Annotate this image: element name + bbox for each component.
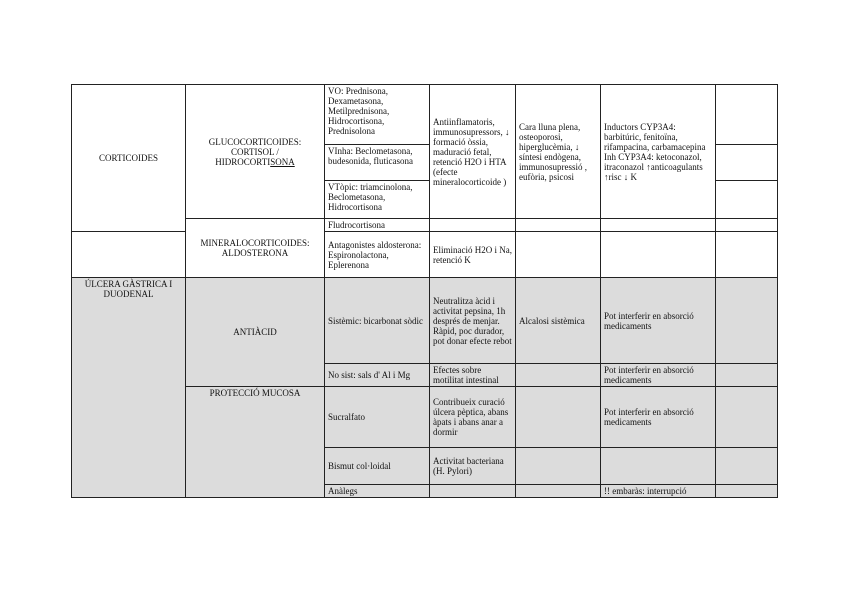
mineralocorticoides-class: MINERALOCORTICOIDES: ALDOSTERONA — [186, 219, 325, 278]
empty-cell — [516, 232, 601, 278]
gluco-interactions: Inductors CYP3A4: barbitúric, fenitoïna, rifampacina, carbamacepina Inh CYP3A4: ketoconazol, itraconazol ↑anticoagulants ↑risc ↓ K — [601, 85, 716, 219]
antiacid-sistemic-effects: Neutralitza àcid i activitat pepsina, 1h després de menjar. Ràpid, poc durador, pot donar efecte rebot — [430, 278, 516, 364]
empty-cell — [716, 278, 778, 364]
proteccio-sucralfato-effects: Contribueix curació úlcera pèptica, abans àpats i abans anar a dormir — [430, 387, 516, 448]
empty-cell — [516, 485, 601, 498]
extra-cell — [716, 181, 778, 219]
empty-cell — [516, 364, 601, 387]
empty-cell — [716, 448, 778, 485]
gluco-effects: Antiinflamatoris, immunosupressors, ↓ formació òssia, maduració fetal, retenció H2O i HTA (efecte mineralocorticoide ) — [430, 85, 516, 219]
drug-table — [71, 84, 778, 498]
gluco-name-line2: CORTISOL / — [231, 146, 279, 157]
gluco-vinha: VInha: Beclometasona, budesonida, fluticasona — [325, 145, 430, 181]
antiacid-class: ANTIÀCID — [186, 278, 325, 387]
extra-cell — [716, 85, 778, 145]
empty-cell — [601, 219, 716, 232]
extra-cell — [716, 145, 778, 181]
proteccio-sucralfato: Sucralfato — [325, 387, 430, 448]
gluco-name-line1: GLUCOCORTICOIDES: — [208, 136, 302, 147]
proteccio-analegs-interactions: !! embaràs: interrupció — [601, 485, 716, 498]
antiacid-sistemic: Sistèmic: bicarbonat sòdic — [325, 278, 430, 364]
empty-cell — [72, 232, 186, 278]
empty-cell — [430, 485, 516, 498]
proteccio-bismut-effects: Activitat bacteriana (H. Pylori) — [430, 448, 516, 485]
mineralo-antag: Antagonistes aldosterona: Espironolactona, Eplerenona — [325, 232, 430, 278]
gluco-name-line3: HIDROCORTI — [215, 156, 271, 167]
antiacid-sistemic-adverse: Alcalosi sistèmica — [516, 278, 601, 364]
antiacid-nosist-interactions: Pot interferir en absorció medicaments — [601, 364, 716, 387]
empty-cell — [716, 387, 778, 448]
gluco-name-line3-underlined: SONA — [270, 156, 295, 167]
gluco-adverse: Cara lluna plena, osteoporosi, hiperglucèmia, ↓ síntesi endògena, immunosupressió , eufòria, psicosi — [516, 85, 601, 219]
glucocorticoides-class — [186, 85, 325, 219]
empty-cell — [716, 485, 778, 498]
empty-cell — [601, 448, 716, 485]
mineralo-effects: Eliminació H2O i Na, retenció K — [430, 232, 516, 278]
empty-cell — [516, 387, 601, 448]
proteccio-bismut: Bismut col·loidal — [325, 448, 430, 485]
gluco-vtopic: VTòpic: triamcinolona, Beclometasona, Hidrocortisona — [325, 181, 430, 219]
empty-cell — [516, 219, 601, 232]
empty-cell — [716, 232, 778, 278]
empty-cell — [716, 219, 778, 232]
group-corticoides: CORTICOIDES — [72, 85, 186, 232]
antiacid-nosist: No sist: sals d' Al i Mg — [325, 364, 430, 387]
empty-cell — [516, 448, 601, 485]
group-ulcera: ÚLCERA GÀSTRICA I DUODENAL — [72, 278, 186, 498]
proteccio-class: PROTECCIÓ MUCOSA — [186, 387, 325, 498]
empty-cell — [430, 219, 516, 232]
gluco-vo: VO: Prednisona, Dexametasona, Metilprednisona, Hidrocortisona, Prednisolona — [325, 85, 430, 145]
proteccio-analegs: Anàlegs — [325, 485, 430, 498]
antiacid-sistemic-interactions: Pot interferir en absorció medicaments — [601, 278, 716, 364]
empty-cell — [716, 364, 778, 387]
antiacid-nosist-effects: Efectes sobre motilitat intestinal — [430, 364, 516, 387]
empty-cell — [601, 232, 716, 278]
mineralo-fludro: Fludrocortisona — [325, 219, 430, 232]
proteccio-sucralfato-interactions: Pot interferir en absorció medicaments — [601, 387, 716, 448]
